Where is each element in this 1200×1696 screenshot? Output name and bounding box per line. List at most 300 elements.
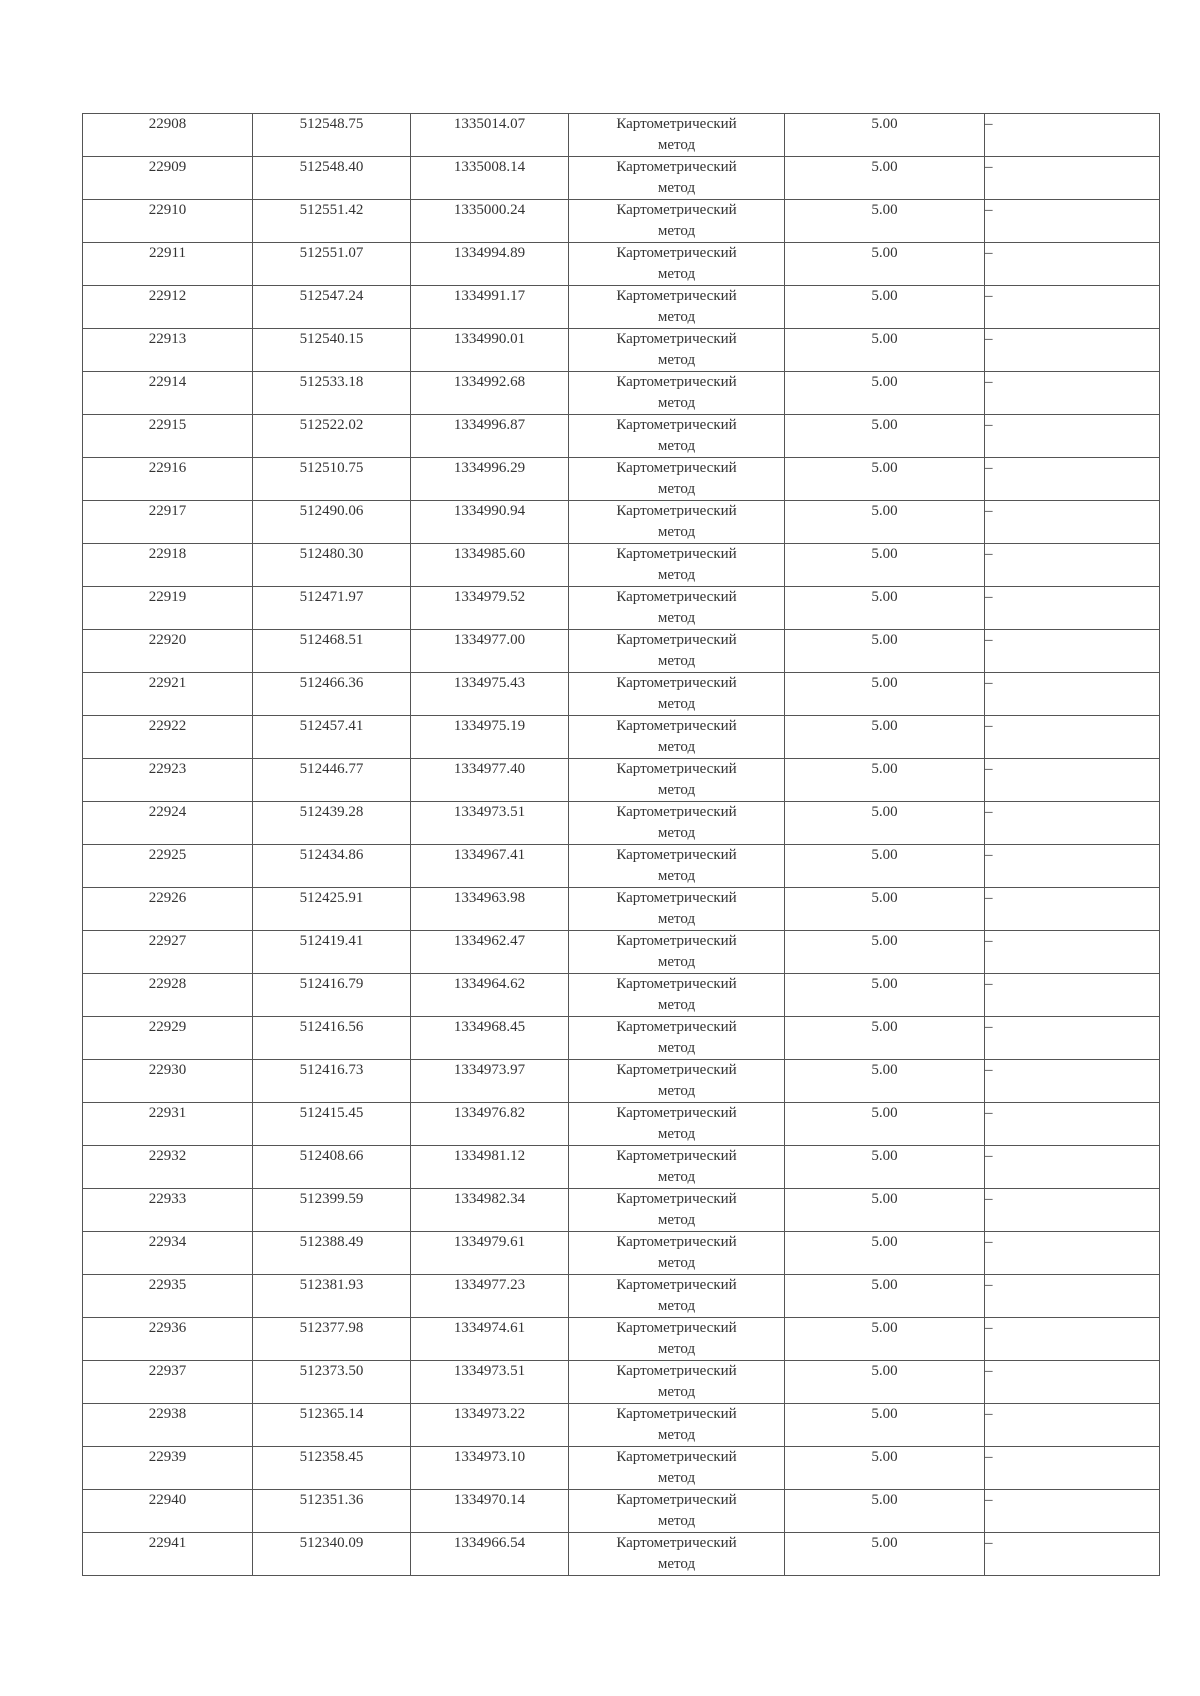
accuracy-cell: 5.00 [785, 931, 985, 974]
method-label-line1: Картометрический [616, 331, 737, 347]
accuracy-cell: 5.00 [785, 200, 985, 243]
coordinate-x-cell: 512388.49 [253, 1232, 411, 1275]
method-label-line2: метод [657, 1513, 696, 1529]
coordinate-x-cell: 512373.50 [253, 1361, 411, 1404]
point-number-cell: 22926 [83, 888, 253, 931]
table-row [83, 501, 1160, 544]
description-cell: – [985, 802, 1160, 845]
description-cell: – [985, 1146, 1160, 1189]
table-row [83, 1103, 1160, 1146]
table-row [83, 1404, 1160, 1447]
coordinate-x-cell: 512548.40 [253, 157, 411, 200]
method-label-line2: метод [657, 524, 696, 540]
method-label-line1: Картометрический [616, 460, 737, 476]
description-cell: – [985, 544, 1160, 587]
description-cell: – [985, 630, 1160, 673]
coordinate-x-cell: 512416.79 [253, 974, 411, 1017]
method-label-line2: метод [657, 395, 696, 411]
accuracy-cell: 5.00 [785, 845, 985, 888]
method-label-line2: метод [657, 1083, 696, 1099]
description-cell: – [985, 759, 1160, 802]
table-row [83, 1060, 1160, 1103]
coordinate-x-cell: 512551.42 [253, 200, 411, 243]
method-label-line1: Картометрический [616, 976, 737, 992]
accuracy-cell: 5.00 [785, 1404, 985, 1447]
method-label-line1: Картометрический [616, 1019, 737, 1035]
method-label-line2: метод [657, 825, 696, 841]
coordinate-y-cell: 1334977.23 [411, 1275, 569, 1318]
method-cell [569, 974, 785, 1017]
description-cell: – [985, 415, 1160, 458]
coordinate-x-cell: 512510.75 [253, 458, 411, 501]
coordinate-y-cell: 1334996.87 [411, 415, 569, 458]
coordinate-x-cell: 512446.77 [253, 759, 411, 802]
accuracy-cell: 5.00 [785, 1060, 985, 1103]
coordinates-table [82, 113, 1160, 1576]
coordinate-y-cell: 1334977.00 [411, 630, 569, 673]
method-label-line1: Картометрический [616, 761, 737, 777]
coordinate-y-cell: 1335008.14 [411, 157, 569, 200]
coordinate-x-cell: 512551.07 [253, 243, 411, 286]
description-cell: – [985, 888, 1160, 931]
point-number-cell: 22930 [83, 1060, 253, 1103]
accuracy-cell: 5.00 [785, 501, 985, 544]
accuracy-cell: 5.00 [785, 759, 985, 802]
description-cell: – [985, 931, 1160, 974]
coordinates-table-body [83, 114, 1160, 1576]
accuracy-cell: 5.00 [785, 1189, 985, 1232]
point-number-cell: 22933 [83, 1189, 253, 1232]
coordinate-x-cell: 512340.09 [253, 1533, 411, 1576]
description-cell: – [985, 673, 1160, 716]
table-row [83, 1447, 1160, 1490]
point-number-cell: 22915 [83, 415, 253, 458]
method-cell [569, 716, 785, 759]
method-cell [569, 1017, 785, 1060]
point-number-cell: 22912 [83, 286, 253, 329]
point-number-cell: 22913 [83, 329, 253, 372]
coordinate-y-cell: 1334977.40 [411, 759, 569, 802]
method-cell [569, 200, 785, 243]
description-cell: – [985, 372, 1160, 415]
method-label-line2: метод [657, 911, 696, 927]
table-row [83, 544, 1160, 587]
description-cell: – [985, 587, 1160, 630]
coordinate-y-cell: 1334979.61 [411, 1232, 569, 1275]
method-cell [569, 1146, 785, 1189]
coordinate-x-cell: 512466.36 [253, 673, 411, 716]
point-number-cell: 22909 [83, 157, 253, 200]
coordinate-x-cell: 512415.45 [253, 1103, 411, 1146]
coordinate-x-cell: 512490.06 [253, 501, 411, 544]
accuracy-cell: 5.00 [785, 1361, 985, 1404]
table-row [83, 1533, 1160, 1576]
coordinate-x-cell: 512540.15 [253, 329, 411, 372]
description-cell: – [985, 1232, 1160, 1275]
method-label-line1: Картометрический [616, 1234, 737, 1250]
accuracy-cell: 5.00 [785, 114, 985, 157]
table-row [83, 243, 1160, 286]
point-number-cell: 22929 [83, 1017, 253, 1060]
coordinate-x-cell: 512480.30 [253, 544, 411, 587]
method-label-line1: Картометрический [616, 933, 737, 949]
method-label-line1: Картометрический [616, 374, 737, 390]
description-cell: – [985, 1189, 1160, 1232]
point-number-cell: 22935 [83, 1275, 253, 1318]
table-row [83, 1189, 1160, 1232]
accuracy-cell: 5.00 [785, 243, 985, 286]
description-cell: – [985, 200, 1160, 243]
table-row [83, 1361, 1160, 1404]
method-label-line2: метод [657, 739, 696, 755]
method-label-line1: Картометрический [616, 1062, 737, 1078]
method-label-line1: Картометрический [616, 417, 737, 433]
method-label-line1: Картометрический [616, 1535, 737, 1551]
coordinate-x-cell: 512408.66 [253, 1146, 411, 1189]
coordinate-x-cell: 512547.24 [253, 286, 411, 329]
point-number-cell: 22931 [83, 1103, 253, 1146]
point-number-cell: 22925 [83, 845, 253, 888]
method-label-line1: Картометрический [616, 804, 737, 820]
method-cell [569, 1318, 785, 1361]
method-cell [569, 931, 785, 974]
coordinate-y-cell: 1334994.89 [411, 243, 569, 286]
point-number-cell: 22937 [83, 1361, 253, 1404]
point-number-cell: 22928 [83, 974, 253, 1017]
coordinate-y-cell: 1334990.94 [411, 501, 569, 544]
accuracy-cell: 5.00 [785, 974, 985, 1017]
table-row [83, 415, 1160, 458]
method-label-line2: метод [657, 1126, 696, 1142]
table-row [83, 200, 1160, 243]
point-number-cell: 22921 [83, 673, 253, 716]
method-label-line2: метод [657, 1169, 696, 1185]
method-cell [569, 1060, 785, 1103]
table-row [83, 1017, 1160, 1060]
method-label-line1: Картометрический [616, 503, 737, 519]
method-cell [569, 630, 785, 673]
description-cell: – [985, 114, 1160, 157]
method-label-line2: метод [657, 438, 696, 454]
method-cell [569, 501, 785, 544]
point-number-cell: 22923 [83, 759, 253, 802]
method-label-line2: метод [657, 180, 696, 196]
accuracy-cell: 5.00 [785, 1017, 985, 1060]
accuracy-cell: 5.00 [785, 1533, 985, 1576]
accuracy-cell: 5.00 [785, 286, 985, 329]
accuracy-cell: 5.00 [785, 1490, 985, 1533]
method-cell [569, 114, 785, 157]
method-label-line1: Картометрический [616, 589, 737, 605]
method-cell [569, 1447, 785, 1490]
point-number-cell: 22920 [83, 630, 253, 673]
table-row [83, 759, 1160, 802]
accuracy-cell: 5.00 [785, 1103, 985, 1146]
coordinate-x-cell: 512439.28 [253, 802, 411, 845]
coordinate-x-cell: 512399.59 [253, 1189, 411, 1232]
coordinate-y-cell: 1334991.17 [411, 286, 569, 329]
method-label-line2: метод [657, 567, 696, 583]
table-row [83, 931, 1160, 974]
description-cell: – [985, 845, 1160, 888]
method-label-line1: Картометрический [616, 116, 737, 132]
description-cell: – [985, 458, 1160, 501]
table-row [83, 114, 1160, 157]
table-row [83, 974, 1160, 1017]
coordinate-x-cell: 512381.93 [253, 1275, 411, 1318]
method-label-line1: Картометрический [616, 1148, 737, 1164]
coordinate-x-cell: 512548.75 [253, 114, 411, 157]
coordinate-y-cell: 1334973.51 [411, 802, 569, 845]
method-cell [569, 286, 785, 329]
description-cell: – [985, 501, 1160, 544]
method-cell [569, 1189, 785, 1232]
coordinate-y-cell: 1334990.01 [411, 329, 569, 372]
table-row [83, 286, 1160, 329]
method-label-line2: метод [657, 309, 696, 325]
method-cell [569, 157, 785, 200]
method-label-line1: Картометрический [616, 890, 737, 906]
accuracy-cell: 5.00 [785, 1447, 985, 1490]
accuracy-cell: 5.00 [785, 157, 985, 200]
coordinate-x-cell: 512533.18 [253, 372, 411, 415]
method-label-line1: Картометрический [616, 288, 737, 304]
method-label-line2: метод [657, 1470, 696, 1486]
method-label-line1: Картометрический [616, 675, 737, 691]
table-row [83, 157, 1160, 200]
table-row [83, 458, 1160, 501]
coordinate-x-cell: 512434.86 [253, 845, 411, 888]
point-number-cell: 22910 [83, 200, 253, 243]
coordinate-y-cell: 1334992.68 [411, 372, 569, 415]
coordinate-y-cell: 1334973.97 [411, 1060, 569, 1103]
point-number-cell: 22914 [83, 372, 253, 415]
coordinate-x-cell: 512457.41 [253, 716, 411, 759]
method-label-line1: Картометрический [616, 632, 737, 648]
method-label-line1: Картометрический [616, 245, 737, 261]
point-number-cell: 22934 [83, 1232, 253, 1275]
coordinate-x-cell: 512416.73 [253, 1060, 411, 1103]
method-label-line2: метод [657, 954, 696, 970]
method-label-line2: метод [657, 868, 696, 884]
coordinate-x-cell: 512365.14 [253, 1404, 411, 1447]
coordinate-x-cell: 512377.98 [253, 1318, 411, 1361]
coordinate-y-cell: 1334975.43 [411, 673, 569, 716]
method-label-line2: метод [657, 137, 696, 153]
method-label-line2: метод [657, 610, 696, 626]
coordinate-y-cell: 1334966.54 [411, 1533, 569, 1576]
point-number-cell: 22916 [83, 458, 253, 501]
accuracy-cell: 5.00 [785, 1232, 985, 1275]
coordinate-y-cell: 1334973.10 [411, 1447, 569, 1490]
coordinate-y-cell: 1334981.12 [411, 1146, 569, 1189]
method-label-line2: метод [657, 782, 696, 798]
method-label-line1: Картометрический [616, 546, 737, 562]
point-number-cell: 22927 [83, 931, 253, 974]
method-label-line1: Картометрический [616, 1277, 737, 1293]
accuracy-cell: 5.00 [785, 1275, 985, 1318]
table-row [83, 1318, 1160, 1361]
table-row [83, 587, 1160, 630]
method-cell [569, 673, 785, 716]
method-cell [569, 372, 785, 415]
description-cell: – [985, 716, 1160, 759]
method-label-line1: Картометрический [616, 1320, 737, 1336]
accuracy-cell: 5.00 [785, 587, 985, 630]
method-cell [569, 1275, 785, 1318]
method-label-line2: метод [657, 1341, 696, 1357]
description-cell: – [985, 1404, 1160, 1447]
coordinate-y-cell: 1334976.82 [411, 1103, 569, 1146]
point-number-cell: 22918 [83, 544, 253, 587]
method-cell [569, 1232, 785, 1275]
accuracy-cell: 5.00 [785, 415, 985, 458]
method-cell [569, 1361, 785, 1404]
accuracy-cell: 5.00 [785, 716, 985, 759]
table-row [83, 630, 1160, 673]
accuracy-cell: 5.00 [785, 673, 985, 716]
method-cell [569, 544, 785, 587]
table-row [83, 372, 1160, 415]
method-cell [569, 1404, 785, 1447]
method-cell [569, 458, 785, 501]
method-label-line2: метод [657, 997, 696, 1013]
description-cell: – [985, 1060, 1160, 1103]
point-number-cell: 22922 [83, 716, 253, 759]
point-number-cell: 22919 [83, 587, 253, 630]
method-label-line1: Картометрический [616, 202, 737, 218]
coordinate-y-cell: 1334985.60 [411, 544, 569, 587]
description-cell: – [985, 286, 1160, 329]
table-row [83, 673, 1160, 716]
method-label-line1: Картометрический [616, 1191, 737, 1207]
accuracy-cell: 5.00 [785, 544, 985, 587]
description-cell: – [985, 1490, 1160, 1533]
method-cell [569, 329, 785, 372]
table-row [83, 1275, 1160, 1318]
method-label-line1: Картометрический [616, 1363, 737, 1379]
method-label-line2: метод [657, 1384, 696, 1400]
coordinate-y-cell: 1334968.45 [411, 1017, 569, 1060]
method-cell [569, 415, 785, 458]
method-cell [569, 802, 785, 845]
point-number-cell: 22941 [83, 1533, 253, 1576]
point-number-cell: 22908 [83, 114, 253, 157]
coordinate-y-cell: 1334967.41 [411, 845, 569, 888]
method-label-line2: метод [657, 223, 696, 239]
coordinate-y-cell: 1334973.22 [411, 1404, 569, 1447]
method-cell [569, 759, 785, 802]
method-cell [569, 1103, 785, 1146]
coordinate-y-cell: 1334970.14 [411, 1490, 569, 1533]
method-cell [569, 845, 785, 888]
accuracy-cell: 5.00 [785, 802, 985, 845]
method-label-line1: Картометрический [616, 1492, 737, 1508]
coordinate-y-cell: 1334996.29 [411, 458, 569, 501]
accuracy-cell: 5.00 [785, 1146, 985, 1189]
method-label-line2: метод [657, 1427, 696, 1443]
coordinate-y-cell: 1334982.34 [411, 1189, 569, 1232]
point-number-cell: 22938 [83, 1404, 253, 1447]
method-label-line2: метод [657, 1255, 696, 1271]
description-cell: – [985, 243, 1160, 286]
method-label-line1: Картометрический [616, 1406, 737, 1422]
coordinate-y-cell: 1335014.07 [411, 114, 569, 157]
method-label-line2: метод [657, 1298, 696, 1314]
point-number-cell: 22940 [83, 1490, 253, 1533]
point-number-cell: 22939 [83, 1447, 253, 1490]
coordinate-y-cell: 1334963.98 [411, 888, 569, 931]
coordinate-x-cell: 512358.45 [253, 1447, 411, 1490]
description-cell: – [985, 1318, 1160, 1361]
table-row [83, 329, 1160, 372]
method-label-line2: метод [657, 1212, 696, 1228]
accuracy-cell: 5.00 [785, 630, 985, 673]
method-cell [569, 243, 785, 286]
method-label-line1: Картометрический [616, 1449, 737, 1465]
point-number-cell: 22924 [83, 802, 253, 845]
coordinate-y-cell: 1334979.52 [411, 587, 569, 630]
method-label-line1: Картометрический [616, 847, 737, 863]
table-row [83, 1232, 1160, 1275]
coordinate-x-cell: 512351.36 [253, 1490, 411, 1533]
coordinate-x-cell: 512471.97 [253, 587, 411, 630]
method-label-line1: Картометрический [616, 718, 737, 734]
method-label-line1: Картометрический [616, 159, 737, 175]
description-cell: – [985, 1275, 1160, 1318]
method-cell [569, 587, 785, 630]
description-cell: – [985, 329, 1160, 372]
method-label-line2: метод [657, 1556, 696, 1572]
coordinate-y-cell: 1334975.19 [411, 716, 569, 759]
point-number-cell: 22911 [83, 243, 253, 286]
accuracy-cell: 5.00 [785, 372, 985, 415]
method-label-line2: метод [657, 266, 696, 282]
accuracy-cell: 5.00 [785, 458, 985, 501]
table-row [83, 1146, 1160, 1189]
method-cell [569, 1490, 785, 1533]
description-cell: – [985, 1447, 1160, 1490]
description-cell: – [985, 157, 1160, 200]
point-number-cell: 22917 [83, 501, 253, 544]
coordinate-y-cell: 1334964.62 [411, 974, 569, 1017]
coordinate-x-cell: 512425.91 [253, 888, 411, 931]
table-row [83, 1490, 1160, 1533]
table-row [83, 845, 1160, 888]
coordinate-y-cell: 1335000.24 [411, 200, 569, 243]
method-label-line2: метод [657, 352, 696, 368]
coordinate-y-cell: 1334974.61 [411, 1318, 569, 1361]
accuracy-cell: 5.00 [785, 888, 985, 931]
method-label-line2: метод [657, 696, 696, 712]
method-cell [569, 1533, 785, 1576]
point-number-cell: 22932 [83, 1146, 253, 1189]
description-cell: – [985, 1361, 1160, 1404]
table-row [83, 888, 1160, 931]
method-label-line2: метод [657, 1040, 696, 1056]
method-label-line1: Картометрический [616, 1105, 737, 1121]
coordinate-y-cell: 1334962.47 [411, 931, 569, 974]
method-label-line2: метод [657, 653, 696, 669]
accuracy-cell: 5.00 [785, 329, 985, 372]
point-number-cell: 22936 [83, 1318, 253, 1361]
coordinate-y-cell: 1334973.51 [411, 1361, 569, 1404]
method-label-line2: метод [657, 481, 696, 497]
accuracy-cell: 5.00 [785, 1318, 985, 1361]
coordinate-x-cell: 512416.56 [253, 1017, 411, 1060]
coordinate-x-cell: 512419.41 [253, 931, 411, 974]
description-cell: – [985, 1533, 1160, 1576]
